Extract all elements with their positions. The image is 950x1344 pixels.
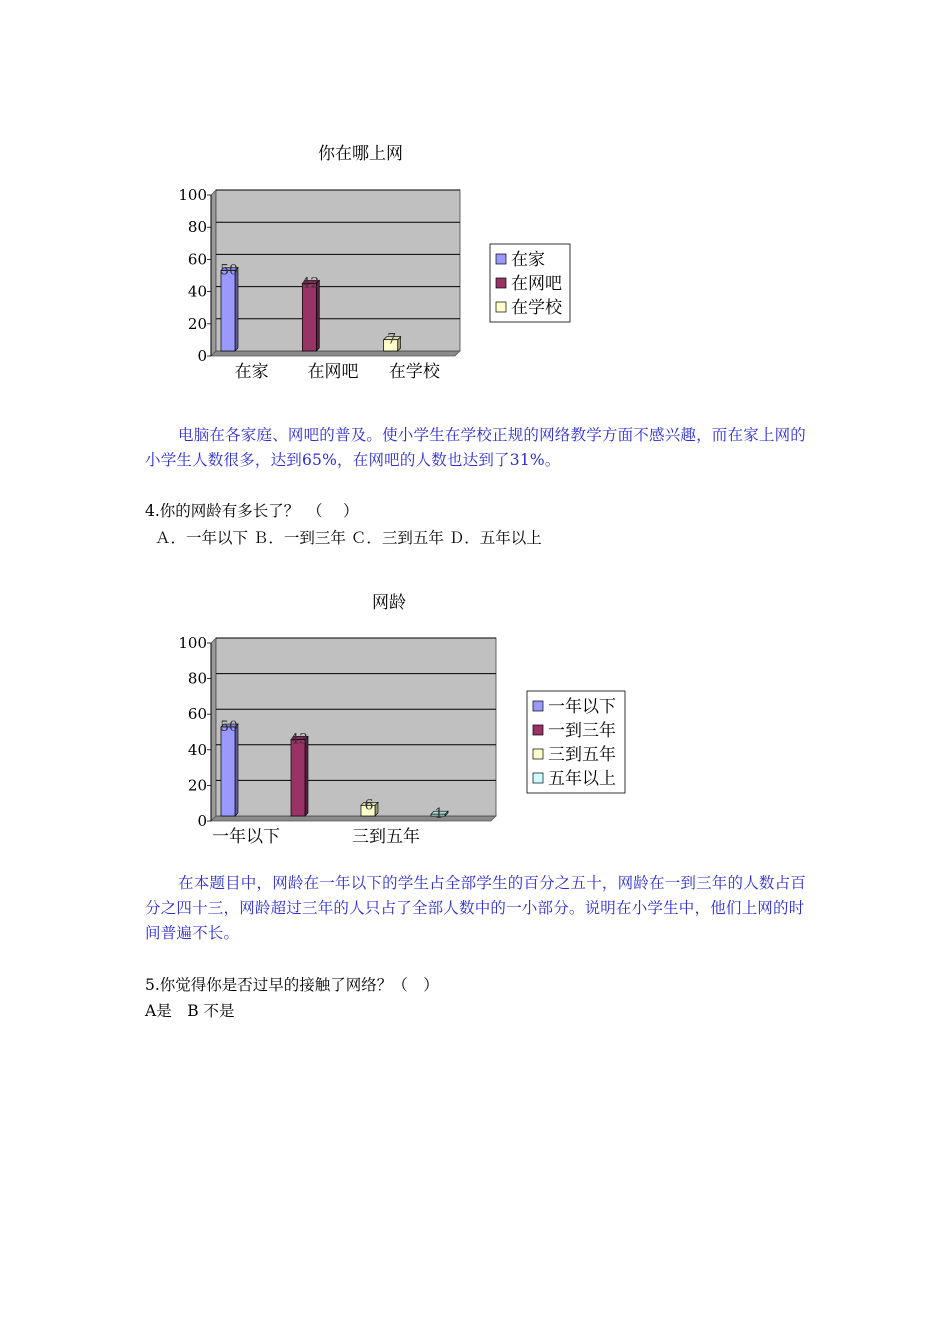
bar-side <box>235 268 238 352</box>
bar <box>221 271 235 352</box>
data-label: 43 <box>290 731 308 748</box>
plot-floor <box>211 351 460 356</box>
bar <box>291 739 305 816</box>
plot-floor <box>211 816 496 821</box>
question-4: 4.你的网龄有多长了？ （ ） <box>145 502 359 520</box>
plot-area <box>216 638 496 816</box>
legend-swatch <box>496 278 506 288</box>
question-5: 5.你觉得你是否过早的接触了网络？（ ） <box>145 976 439 994</box>
chart1 <box>170 180 590 380</box>
x-tick-label: 在网吧 <box>307 362 359 380</box>
y-tick-label: 60 <box>187 250 207 269</box>
chart1-title: 你在哪上网 <box>318 144 403 164</box>
data-label: 50 <box>220 262 238 279</box>
legend-swatch <box>496 254 506 264</box>
y-tick-label: 100 <box>178 634 207 652</box>
y-tick-label: 20 <box>187 776 207 795</box>
y-tick-label: 60 <box>187 705 207 724</box>
legend-swatch <box>496 302 506 312</box>
legend-swatch <box>533 701 543 711</box>
analysis-paragraph-2: 在本题目中，网龄在一年以下的学生占全部学生的百分之五十，网龄在一到三年的人数占百分之四十三，网龄超过三年的人只占了全部人数中的一小部分。说明在小学生中，他们上网的时间普遍不长。 <box>145 874 807 942</box>
chart2 <box>170 625 640 850</box>
legend-label: 一到三年 <box>548 721 616 741</box>
y-tick-label: 80 <box>187 218 207 237</box>
x-tick-label: 三到五年 <box>352 827 420 847</box>
y-tick-label: 20 <box>187 314 207 333</box>
analysis-paragraph-1: 电脑在各家庭、网吧的普及。使小学生在学校正规的网络教学方面不感兴趣，而在家上网的小学生人数很多，达到65%，在网吧的人数也达到了31%。 <box>145 426 807 469</box>
bar <box>302 283 316 351</box>
legend-label: 在学校 <box>511 298 562 318</box>
y-tick-label: 40 <box>187 282 207 301</box>
question-5-options: A是 B 不是 <box>145 1002 235 1020</box>
plot-side-wall <box>211 190 216 356</box>
data-label: 1 <box>434 806 444 823</box>
legend-label: 在网吧 <box>511 274 562 294</box>
data-label: 50 <box>220 719 238 735</box>
x-tick-label: 在家 <box>234 362 269 380</box>
y-tick-label: 100 <box>178 186 207 204</box>
x-tick-label: 一年以下 <box>212 827 280 847</box>
y-tick-label: 40 <box>187 740 207 759</box>
chart2-title: 网龄 <box>372 593 406 613</box>
bar <box>221 727 235 816</box>
legend-swatch <box>533 773 543 783</box>
data-label: 6 <box>364 797 374 814</box>
data-label: 42 <box>301 275 320 292</box>
legend-label: 三到五年 <box>548 745 616 765</box>
legend-label: 五年以上 <box>548 769 616 789</box>
bar-side <box>305 736 308 816</box>
bar-side <box>235 724 238 816</box>
question-4-options: Ａ．一年以下 Ｂ．一到三年 Ｃ．三到五年 Ｄ．五年以上 <box>155 529 542 547</box>
legend-swatch <box>533 725 543 735</box>
data-label: 7 <box>387 331 397 348</box>
y-tick-label: 80 <box>187 669 207 688</box>
legend-swatch <box>533 749 543 759</box>
y-tick-label: 0 <box>197 347 207 365</box>
plot-side-wall <box>211 638 216 821</box>
legend-label: 一年以下 <box>548 697 616 717</box>
legend-label: 在家 <box>511 250 545 270</box>
y-tick-label: 0 <box>197 812 207 830</box>
plot-area <box>216 190 460 351</box>
x-tick-label: 在学校 <box>388 362 440 380</box>
